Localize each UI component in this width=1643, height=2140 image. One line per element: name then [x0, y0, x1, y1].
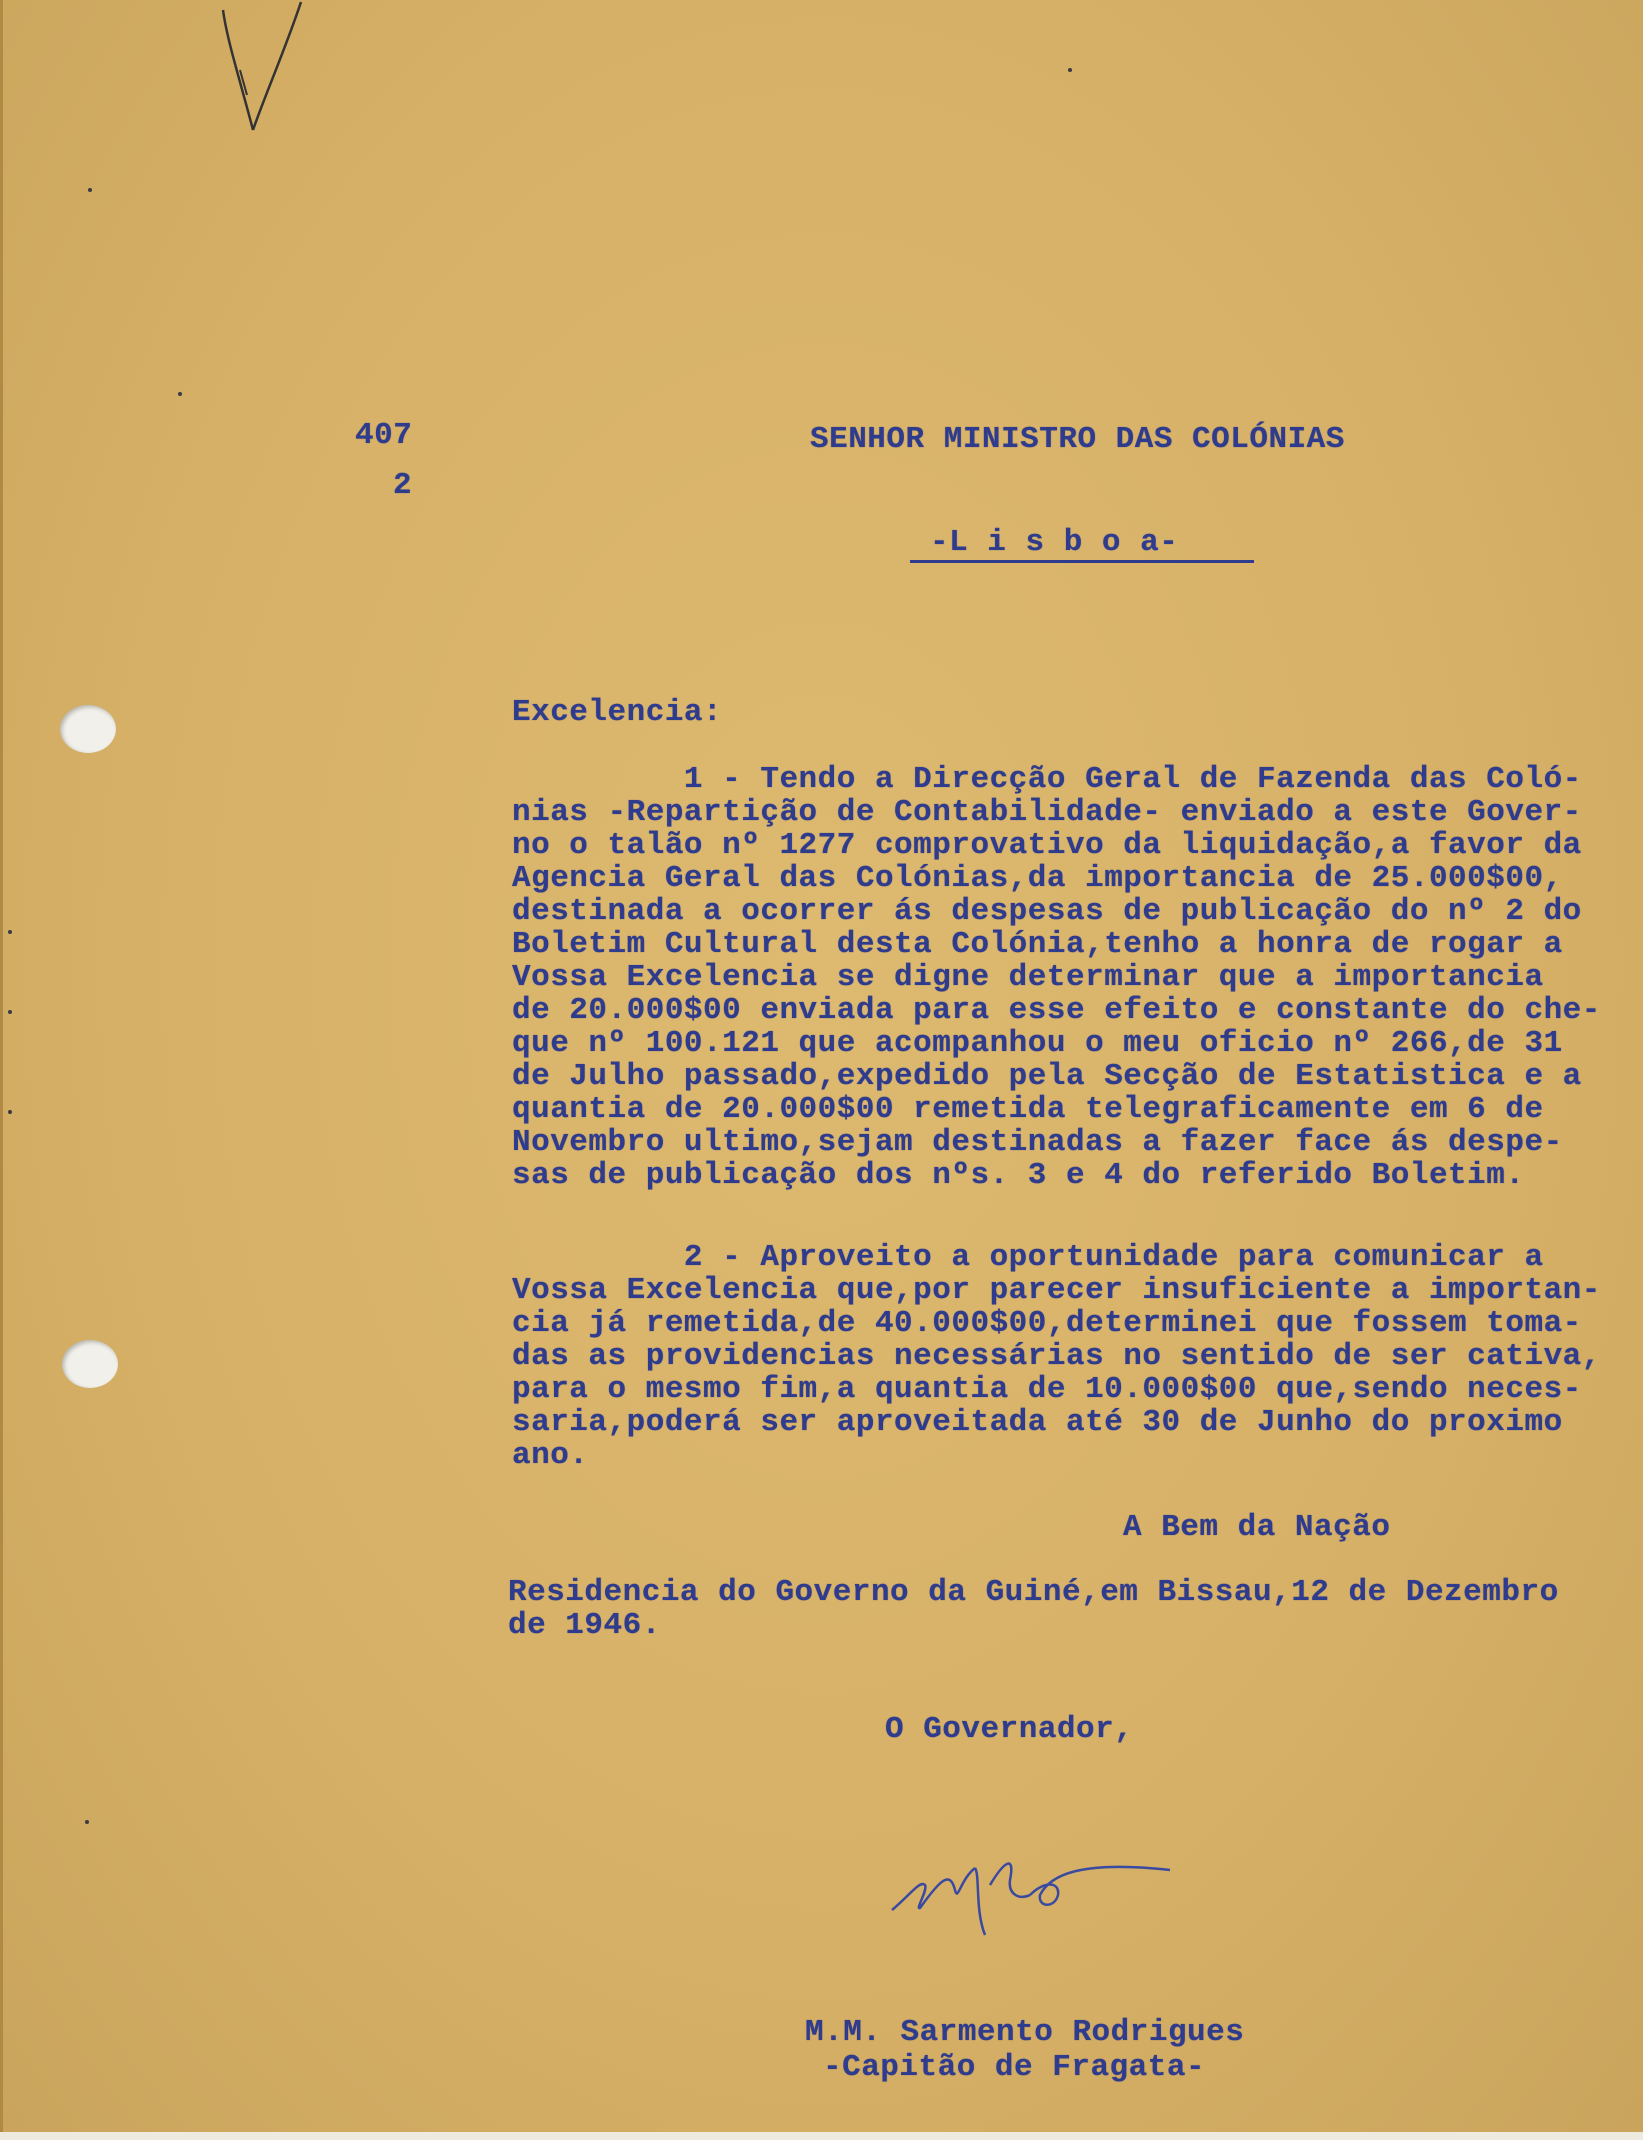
- text-line: de Julho passado,expedido pela Secção de Estatistica e a: [512, 1059, 1582, 1094]
- scan-bottom-margin: [0, 2132, 1643, 2140]
- ink-speck: [1068, 68, 1072, 72]
- text-line: Vossa Excelencia que,por parecer insuficiente a importan-: [512, 1273, 1601, 1308]
- text-line: Novembro ultimo,sejam destinadas a fazer face ás despe-: [512, 1125, 1563, 1160]
- text-line: para o mesmo fim,a quantia de 10.000$00 que,sendo neces-: [512, 1372, 1582, 1407]
- signer-rank: -Capitão de Fragata-: [823, 2050, 1206, 2085]
- ink-speck: [88, 188, 92, 192]
- text-line: cia já remetida,de 40.000$00,determinei que fossem toma-: [512, 1306, 1582, 1341]
- paragraph-1: [512, 762, 1622, 1202]
- text-line: de 1946.: [508, 1608, 661, 1643]
- text-line: sas de publicação dos nºs. 3 e 4 do referido Boletim.: [512, 1158, 1525, 1193]
- addressee: SENHOR MINISTRO DAS COLÓNIAS: [810, 422, 1345, 457]
- handwritten-check-mark: [205, 0, 315, 150]
- punch-hole-top: [60, 705, 116, 753]
- punch-hole-bottom: [62, 1340, 118, 1388]
- reference-number: 407: [355, 418, 413, 453]
- ink-speck: [8, 1110, 12, 1114]
- text-line: que nº 100.121 que acompanhou o meu oficio nº 266,de 31: [512, 1026, 1563, 1061]
- signer-name: M.M. Sarmento Rodrigues: [805, 2015, 1245, 2050]
- text-line: das as providencias necessárias no sentido de ser cativa,: [512, 1339, 1601, 1374]
- closing-formula: A Bem da Nação: [1123, 1510, 1391, 1545]
- text-line: 1 - Tendo a Direcção Geral de Fazenda das Coló-: [512, 762, 1582, 797]
- city-underline: [910, 560, 1254, 563]
- text-line: 2 - Aproveito a oportunidade para comunicar a: [512, 1240, 1544, 1275]
- ink-speck: [178, 392, 182, 396]
- text-line: Agencia Geral das Colónias,da importancia de 25.000$00,: [512, 861, 1563, 896]
- ink-speck: [85, 1820, 89, 1824]
- text-line: ano.: [512, 1438, 589, 1473]
- text-line: quantia de 20.000$00 remetida telegraficamente em 6 de: [512, 1092, 1544, 1127]
- text-line: destinada a ocorrer ás despesas de publicação do nº 2 do: [512, 894, 1582, 929]
- text-line: nias -Repartição de Contabilidade- enviado a este Gover-: [512, 795, 1582, 830]
- text-line: Boletim Cultural desta Colónia,tenho a honra de rogar a: [512, 927, 1563, 962]
- paragraph-2: [512, 1240, 1622, 1480]
- ink-speck: [8, 1010, 12, 1014]
- text-line: Residencia do Governo da Guiné,em Bissau,12 de Dezembro: [508, 1575, 1559, 1610]
- text-line: no o talão nº 1277 comprovativo da liquidação,a favor da: [512, 828, 1582, 863]
- reference-subnumber: 2: [393, 468, 413, 503]
- text-line: Vossa Excelencia se digne determinar que a importancia: [512, 960, 1544, 995]
- text-line: de 20.000$00 enviada para esse efeito e constante do che-: [512, 993, 1601, 1028]
- ink-speck: [8, 930, 12, 934]
- handwritten-signature: [880, 1840, 1180, 1950]
- paper-edge: [0, 0, 3, 2140]
- place-date: [508, 1575, 1618, 1645]
- text-line: saria,poderá ser aproveitada até 30 de Junho do proximo: [512, 1405, 1563, 1440]
- salutation: Excelencia:: [512, 695, 723, 730]
- signer-title: O Governador,: [885, 1712, 1134, 1747]
- city: -L i s b o a-: [930, 525, 1179, 560]
